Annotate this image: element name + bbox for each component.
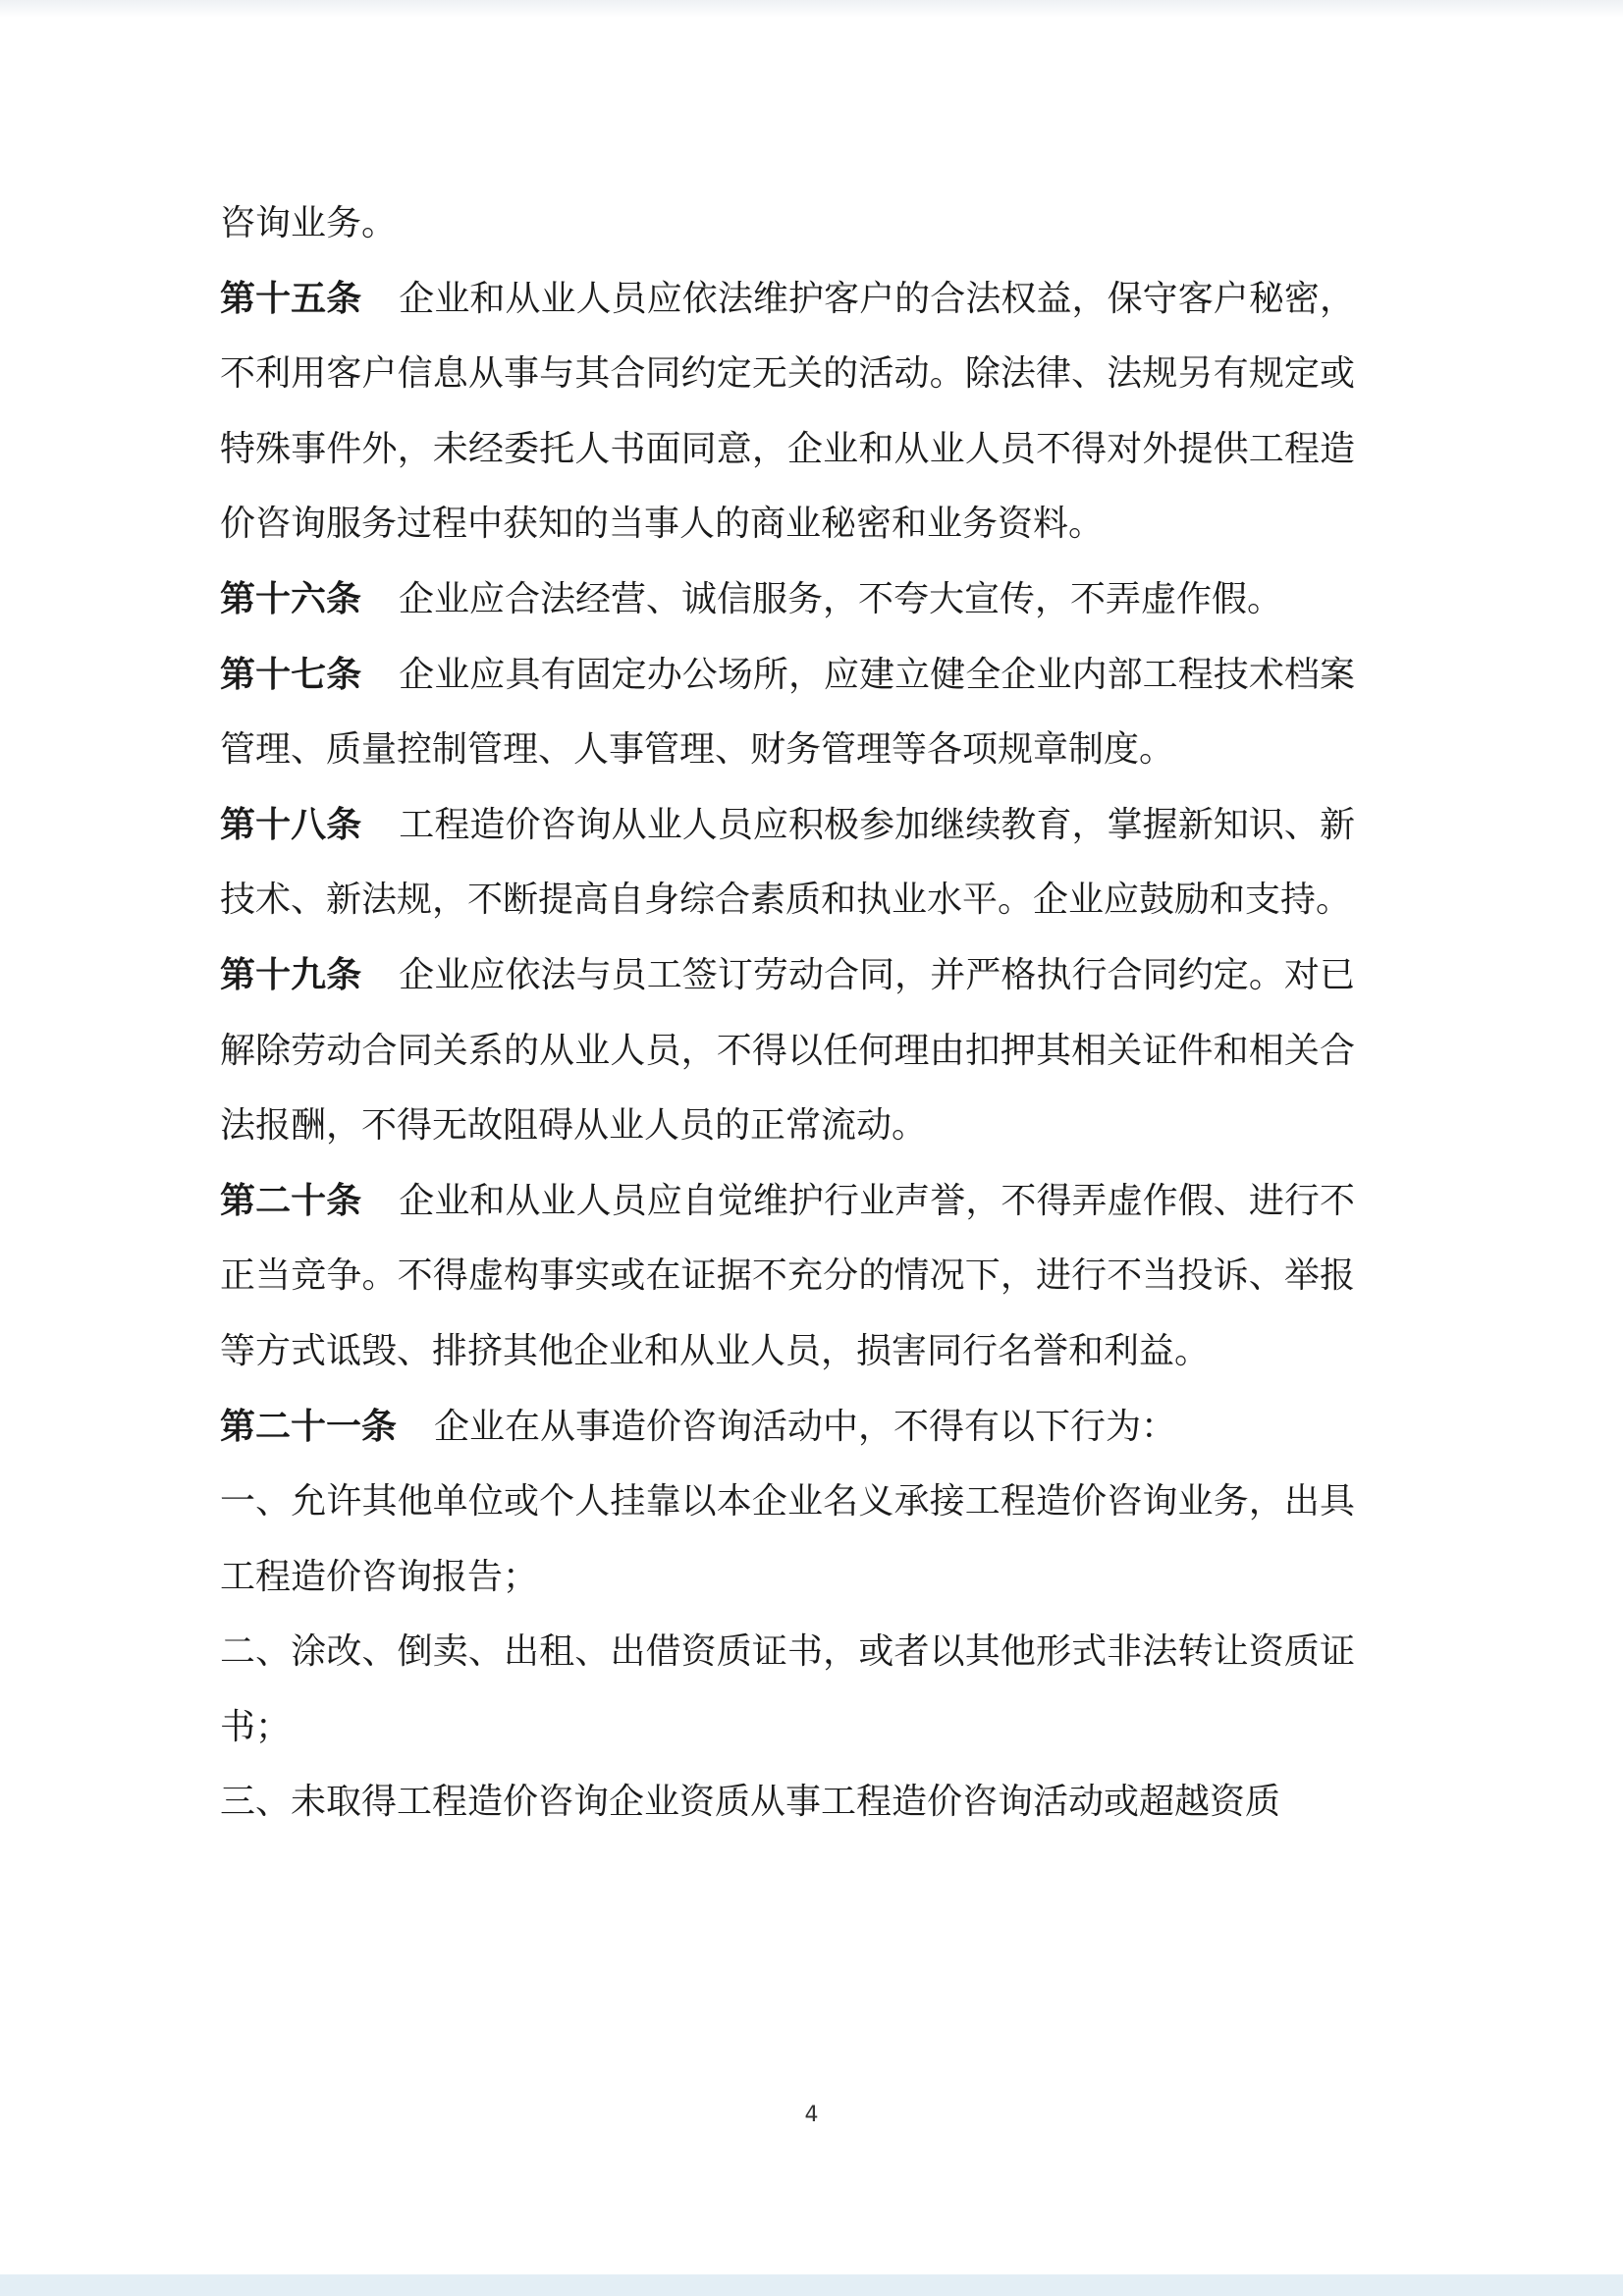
article-text: 企业应具有固定办公场所，应建立健全企业内部工程技术档案管理、质量控制管理、人事管理、财务管理等各项规章制度。 <box>220 654 1355 771</box>
article-18 <box>220 788 1355 938</box>
scan-edge-bottom <box>0 2274 1623 2296</box>
paragraph-text: 咨询业务。 <box>220 203 398 243</box>
article-text: 企业应合法经营、诚信服务，不夸大宣传，不弄虚作假。 <box>399 578 1283 619</box>
list-item-2 <box>220 1615 1355 1765</box>
article-15 <box>220 262 1355 562</box>
list-item-text: 三、未取得工程造价咨询企业资质从事工程造价咨询活动或超越资质 <box>220 1782 1281 1823</box>
page-number: 4 <box>804 2103 819 2127</box>
article-number: 第十七条 <box>220 654 362 695</box>
list-item-1 <box>220 1465 1355 1615</box>
article-number: 第十六条 <box>220 578 362 619</box>
list-item-text: 一、允许其他单位或个人挂靠以本企业名义承接工程造价咨询业务，出具工程造价咨询报告； <box>220 1481 1355 1597</box>
article-20 <box>220 1164 1355 1390</box>
article-text: 企业在从事造价咨询活动中，不得有以下行为： <box>434 1406 1177 1447</box>
list-item-3 <box>220 1765 1355 1841</box>
article-number: 第十八条 <box>220 804 362 845</box>
article-number: 第十五条 <box>220 278 362 319</box>
article-text: 企业和从业人员应自觉维护行业声誉，不得弄虚作假、进行不正当竞争。不得虚构事实或在证据不充分的情况下，进行不当投诉、举报等方式诋毁、排挤其他企业和从业人员，损害同行名誉和利益。 <box>220 1180 1355 1371</box>
article-16 <box>220 562 1355 638</box>
list-item-text: 二、涂改、倒卖、出租、出借资质证书，或者以其他形式非法转让资质证书； <box>220 1631 1355 1747</box>
article-17 <box>220 638 1355 788</box>
article-number: 第二十一条 <box>220 1406 398 1447</box>
article-number: 第二十条 <box>220 1180 362 1221</box>
article-text: 企业和从业人员应依法维护客户的合法权益，保守客户秘密，不利用客户信息从事与其合同约定无关的活动。除法律、法规另有规定或特殊事件外，未经委托人书面同意，企业和从业人员不得对外提供工程造价咨询服务过程中获知的当事人的商业秘密和业务资料。 <box>220 278 1355 545</box>
article-text: 企业应依法与员工签订劳动合同，并严格执行合同约定。对已解除劳动合同关系的从业人员，不得以任何理由扣押其相关证件和相关合法报酬，不得无故阻碍从业人员的正常流动。 <box>220 954 1355 1147</box>
article-text: 工程造价咨询从业人员应积极参加继续教育，掌握新知识、新技术、新法规，不断提高自身综合素质和执业水平。企业应鼓励和支持。 <box>220 804 1355 921</box>
scan-edge-top <box>0 0 1623 18</box>
article-number: 第十九条 <box>220 954 362 995</box>
article-19 <box>220 938 1355 1164</box>
document-body <box>220 187 1355 1841</box>
article-21 <box>220 1390 1355 1466</box>
paragraph-continuation <box>220 187 1355 262</box>
